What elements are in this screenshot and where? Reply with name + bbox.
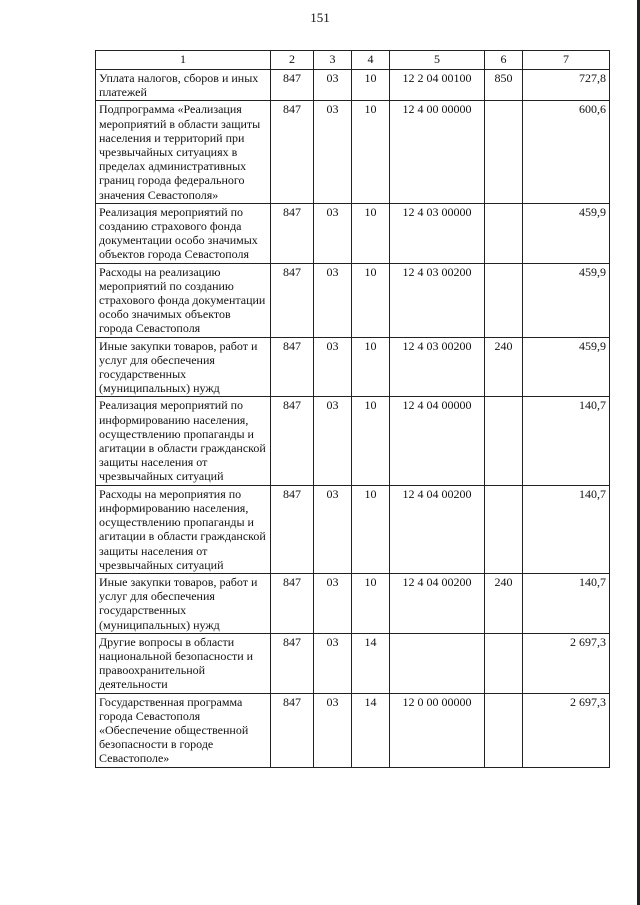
row-code-ministry: 847 (271, 397, 314, 485)
row-code-ministry: 847 (271, 337, 314, 397)
row-code-ministry: 847 (271, 70, 314, 101)
row-expense-type: 240 (485, 573, 523, 633)
table-row (96, 485, 610, 573)
row-code-ministry: 847 (271, 263, 314, 337)
row-code-ministry: 847 (271, 573, 314, 633)
row-name: Расходы на мероприятия по информированию населения, осуществлению пропаганды и агитации в области гражданской защиты населения от чрезвычайных ситуаций (96, 485, 271, 573)
row-amount: 727,8 (523, 70, 610, 101)
row-target-article: 12 4 03 00200 (390, 263, 485, 337)
row-target-article: 12 4 00 00000 (390, 101, 485, 203)
row-amount: 2 697,3 (523, 693, 610, 767)
table-row (96, 101, 610, 203)
row-target-article (390, 633, 485, 693)
row-name: Иные закупки товаров, работ и услуг для обеспечения государственных (муниципальных) нужд (96, 573, 271, 633)
page-number: 151 (310, 10, 330, 25)
header-col-3: 3 (314, 51, 352, 70)
row-target-article: 12 4 04 00200 (390, 485, 485, 573)
row-code-subsection: 14 (352, 693, 390, 767)
row-target-article: 12 4 03 00200 (390, 337, 485, 397)
row-name: Реализация мероприятий по созданию страхового фонда документации особо значимых объектов города Севастополя (96, 203, 271, 263)
row-code-section: 03 (314, 203, 352, 263)
row-code-section: 03 (314, 397, 352, 485)
row-code-section: 03 (314, 633, 352, 693)
row-expense-type (485, 101, 523, 203)
table-row (96, 573, 610, 633)
row-name: Иные закупки товаров, работ и услуг для обеспечения государственных (муниципальных) нужд (96, 337, 271, 397)
row-code-ministry: 847 (271, 101, 314, 203)
header-col-1: 1 (96, 51, 271, 70)
row-expense-type (485, 693, 523, 767)
row-code-subsection: 10 (352, 203, 390, 263)
row-amount: 459,9 (523, 203, 610, 263)
row-amount: 140,7 (523, 573, 610, 633)
row-amount: 459,9 (523, 263, 610, 337)
row-code-section: 03 (314, 101, 352, 203)
row-target-article: 12 0 00 00000 (390, 693, 485, 767)
row-code-subsection: 10 (352, 263, 390, 337)
row-name: Государственная программа города Севастополя «Обеспечение общественной безопасности в городе Севастополе» (96, 693, 271, 767)
row-code-subsection: 14 (352, 633, 390, 693)
row-expense-type (485, 633, 523, 693)
row-code-section: 03 (314, 70, 352, 101)
row-code-ministry: 847 (271, 693, 314, 767)
row-code-section: 03 (314, 263, 352, 337)
row-name: Уплата налогов, сборов и иных платежей (96, 70, 271, 101)
row-code-section: 03 (314, 485, 352, 573)
row-name: Другие вопросы в области национальной безопасности и правоохранительной деятельности (96, 633, 271, 693)
row-expense-type (485, 203, 523, 263)
header-col-7: 7 (523, 51, 610, 70)
header-row (96, 51, 610, 70)
table-row (96, 203, 610, 263)
row-expense-type (485, 485, 523, 573)
table-row (96, 633, 610, 693)
table-row (96, 397, 610, 485)
row-code-subsection: 10 (352, 70, 390, 101)
row-expense-type: 240 (485, 337, 523, 397)
row-name: Реализация мероприятий по информированию населения, осуществлению пропаганды и агитации в области гражданской защиты населения от чрезвычайных ситуаций (96, 397, 271, 485)
row-code-ministry: 847 (271, 633, 314, 693)
budget-table (95, 50, 610, 768)
table-row (96, 70, 610, 101)
row-name: Подпрограмма «Реализация мероприятий в области защиты населения и территорий при чрезвычайных ситуациях в пределах административных границ города федерального значения Севастополя» (96, 101, 271, 203)
table-row (96, 263, 610, 337)
row-target-article: 12 4 04 00200 (390, 573, 485, 633)
row-code-ministry: 847 (271, 203, 314, 263)
header-col-6: 6 (485, 51, 523, 70)
row-code-subsection: 10 (352, 101, 390, 203)
row-code-section: 03 (314, 573, 352, 633)
row-target-article: 12 2 04 00100 (390, 70, 485, 101)
row-amount: 140,7 (523, 485, 610, 573)
row-code-subsection: 10 (352, 397, 390, 485)
row-amount: 459,9 (523, 337, 610, 397)
header-col-2: 2 (271, 51, 314, 70)
row-target-article: 12 4 04 00000 (390, 397, 485, 485)
row-amount: 2 697,3 (523, 633, 610, 693)
table-row (96, 693, 610, 767)
row-expense-type (485, 397, 523, 485)
row-code-subsection: 10 (352, 485, 390, 573)
row-code-subsection: 10 (352, 337, 390, 397)
header-col-4: 4 (352, 51, 390, 70)
table-row (96, 337, 610, 397)
row-expense-type: 850 (485, 70, 523, 101)
row-expense-type (485, 263, 523, 337)
header-col-5: 5 (390, 51, 485, 70)
row-amount: 140,7 (523, 397, 610, 485)
row-code-section: 03 (314, 337, 352, 397)
row-code-ministry: 847 (271, 485, 314, 573)
row-target-article: 12 4 03 00000 (390, 203, 485, 263)
row-amount: 600,6 (523, 101, 610, 203)
row-code-subsection: 10 (352, 573, 390, 633)
row-name: Расходы на реализацию мероприятий по созданию страхового фонда документации особо значимых объектов города Севастополя (96, 263, 271, 337)
row-code-section: 03 (314, 693, 352, 767)
